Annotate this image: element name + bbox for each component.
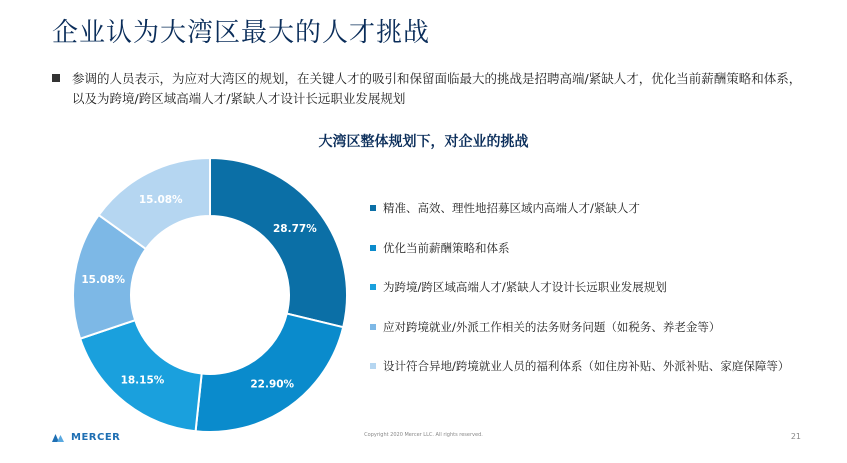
donut-slice-1	[210, 158, 347, 327]
legend-item-3	[370, 277, 789, 297]
legend-label: 为跨境/跨区域高端人才/紧缺人才设计长远职业发展规划	[383, 280, 667, 294]
legend-item-2	[370, 238, 789, 258]
slice-value-label-4: 15.08%	[81, 273, 126, 286]
chart-legend	[370, 198, 789, 396]
legend-label: 设计符合异地/跨境就业人员的福利体系（如住房补贴、外派补贴、家庭保障等）	[383, 359, 790, 373]
logo-text: MERCER	[71, 432, 121, 443]
slide-title: 企业认为大湾区最大的人才挑战	[52, 18, 431, 48]
donut-slice-2	[196, 314, 344, 432]
legend-item-4	[370, 317, 789, 337]
chart-title: 大湾区整体规划下，对企业的挑战	[318, 134, 529, 150]
slice-value-label-2: 22.90%	[250, 378, 295, 391]
donut-chart	[70, 155, 350, 435]
slice-value-label-5: 15.08%	[138, 193, 183, 206]
legend-item-5	[370, 356, 789, 376]
legend-label: 精准、高效、理性地招募区域内高端人才/紧缺人才	[383, 201, 640, 215]
legend-item-1	[370, 198, 789, 218]
legend-swatch	[370, 284, 376, 290]
copyright-text: Copyright 2020 Mercer LLC. All rights reserved.	[364, 432, 483, 438]
legend-label: 应对跨境就业/外派工作相关的法务财务问题（如税务、养老金等）	[383, 319, 721, 334]
legend-label: 优化当前薪酬策略和体系	[383, 240, 510, 255]
bullet-square-icon	[52, 74, 60, 82]
bullet-point	[52, 69, 812, 109]
slice-value-label-3: 18.15%	[120, 374, 165, 387]
legend-swatch	[370, 245, 376, 251]
legend-swatch	[370, 363, 376, 369]
slice-value-label-1: 28.77%	[273, 223, 317, 236]
page-number: 21	[790, 432, 801, 441]
legend-swatch	[370, 205, 376, 211]
bullet-text: 参调的人员表示，为应对大湾区的规划，在关键人才的吸引和保留面临最大的挑战是招聘高端/紧缺人才，优化当前薪酬策略和体系，以及为跨境/跨区域高端人才/紧缺人才设计长远职业发展规划	[72, 71, 802, 106]
legend-swatch	[370, 324, 376, 330]
